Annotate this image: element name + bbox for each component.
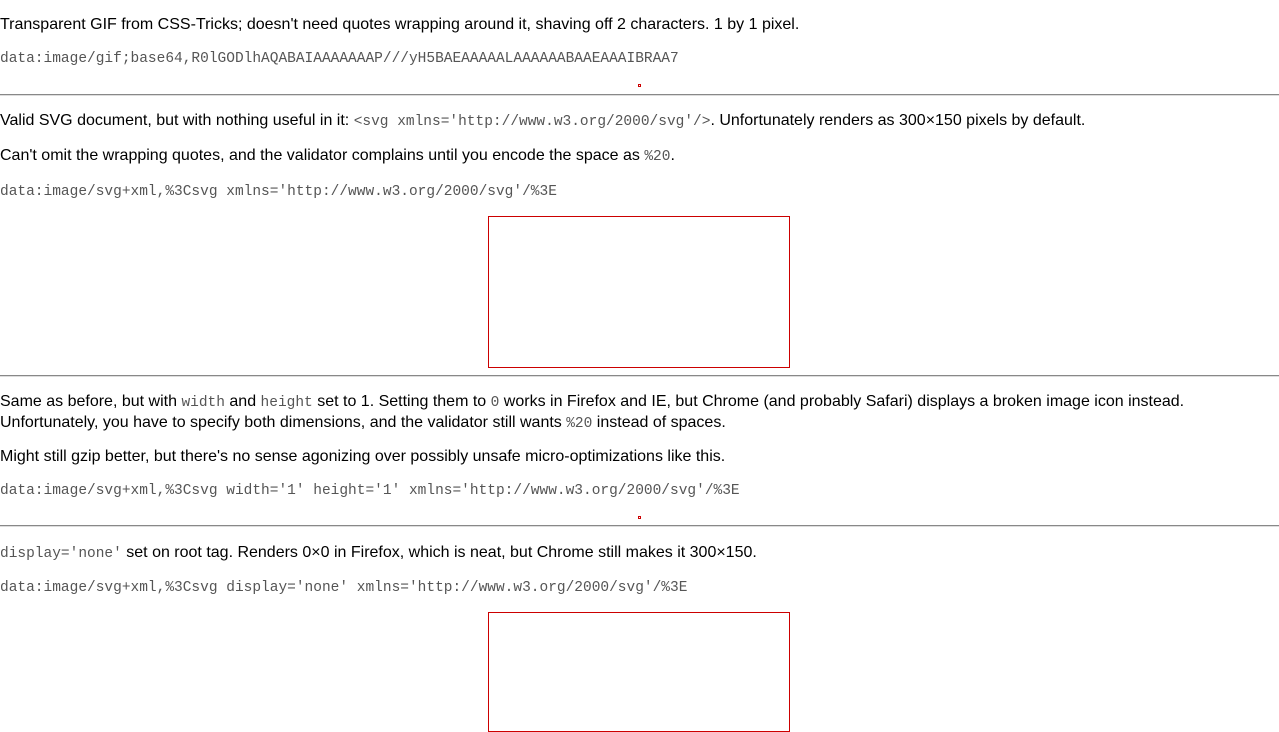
zero-code: 0 bbox=[490, 395, 500, 411]
display-desc-text: set on root tag. Renders 0×0 in Firefox, which is neat, but Chrome still makes it 300×150. bbox=[121, 544, 757, 561]
width-code: width bbox=[181, 395, 225, 411]
sized-svg-sample-image bbox=[638, 516, 641, 519]
svg-desc-text: . Unfortunately renders as 300×150 pixels by default. bbox=[710, 112, 1086, 129]
section-divider bbox=[0, 525, 1279, 527]
sized-desc-text: instead of spaces. bbox=[592, 414, 726, 431]
svg-space-code: %20 bbox=[644, 149, 671, 165]
sized-desc-text: Unfortunately, you have to specify both dimensions, and the validator still wants bbox=[0, 414, 567, 431]
svg-data-uri: data:image/svg+xml,%3Csvg xmlns='http://www.w3.org/2000/svg'/%3E bbox=[0, 184, 557, 200]
gif-data-uri: data:image/gif;base64,R0lGODlhAQABAIAAAAAAAP///yH5BAEAAAAALAAAAAABAAEAAAIBRAA7 bbox=[0, 51, 679, 67]
display-none-sample-image bbox=[488, 612, 790, 732]
display-none-description bbox=[0, 543, 757, 564]
space-code: %20 bbox=[566, 416, 593, 432]
sized-svg-description bbox=[0, 392, 1184, 434]
section-divider bbox=[0, 375, 1279, 377]
sized-desc-text: Same as before, but with bbox=[0, 393, 182, 410]
svg-note-text: Can't omit the wrapping quotes, and the validator complains until you encode the space as bbox=[0, 147, 645, 164]
gzip-note: Might still gzip better, but there's no sense agonizing over possibly unsafe micro-optimizations like this. bbox=[0, 448, 726, 465]
gif-description: Transparent GIF from CSS-Tricks; doesn't need quotes wrapping around it, shaving off 2 characters. 1 by 1 pixel. bbox=[0, 16, 800, 33]
section-divider bbox=[0, 94, 1279, 96]
svg-inline-code: <svg xmlns='http://www.w3.org/2000/svg'/> bbox=[353, 114, 711, 130]
svg-note-text: . bbox=[670, 147, 675, 164]
display-none-data-uri: data:image/svg+xml,%3Csvg display='none' xmlns='http://www.w3.org/2000/svg'/%3E bbox=[0, 580, 688, 596]
height-code: height bbox=[260, 395, 313, 411]
svg-desc-text: Valid SVG document, but with nothing useful in it: bbox=[0, 112, 354, 129]
sized-desc-text: set to 1. Setting them to bbox=[312, 393, 491, 410]
svg-description bbox=[0, 111, 1085, 132]
sized-desc-text: works in Firefox and IE, but Chrome (and probably Safari) displays a broken image icon instead. bbox=[499, 393, 1185, 410]
sized-desc-text: and bbox=[224, 393, 261, 410]
display-none-code: display='none' bbox=[0, 546, 122, 562]
sized-svg-data-uri: data:image/svg+xml,%3Csvg width='1' height='1' xmlns='http://www.w3.org/2000/svg'/%3E bbox=[0, 483, 740, 499]
gif-sample-image bbox=[638, 84, 641, 87]
svg-quotes-note bbox=[0, 146, 675, 167]
svg-sample-image bbox=[488, 216, 790, 368]
